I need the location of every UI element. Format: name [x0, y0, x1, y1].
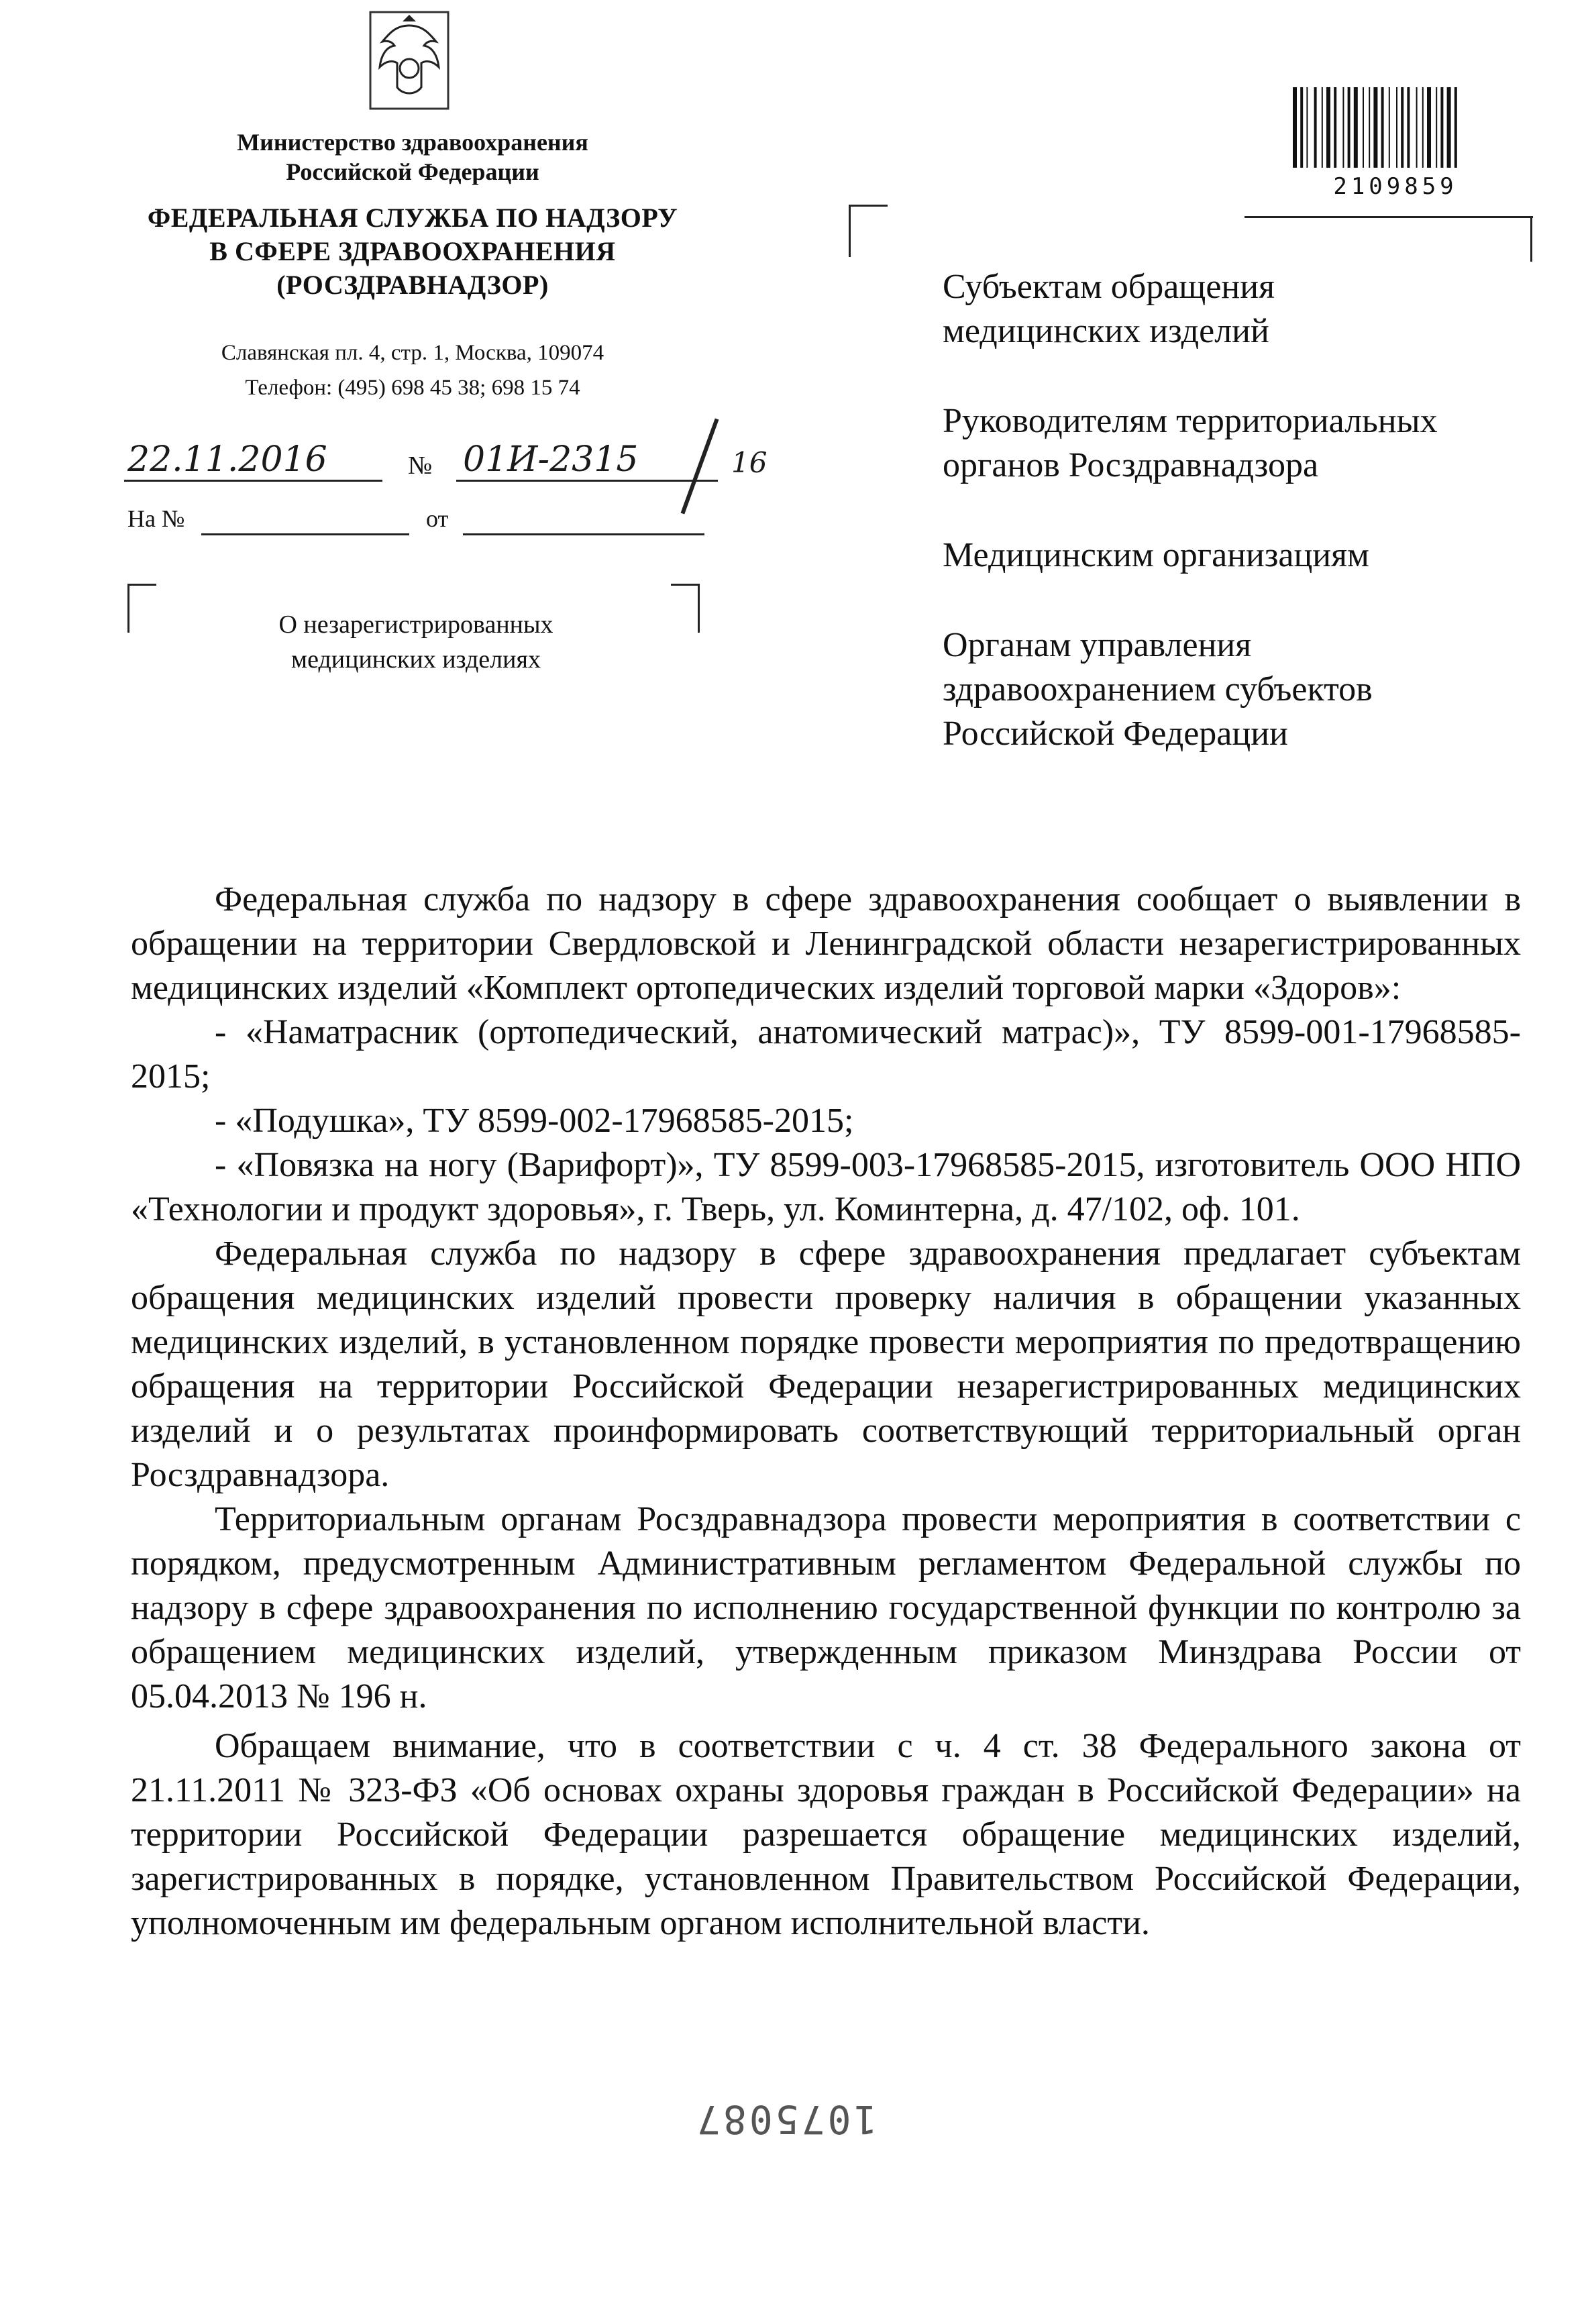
- recipient-line: медицинских изделий: [943, 312, 1269, 350]
- date-underline: [124, 480, 382, 482]
- address: Славянская пл. 4, стр. 1, Москва, 109074: [221, 341, 604, 365]
- reply-date-label: от: [426, 505, 449, 532]
- recipient-line: здравоохранением субъектов: [943, 670, 1373, 708]
- barcode-bar: [1373, 87, 1377, 168]
- list-item-1: - «Наматрасник (ортопедический, анатомический матрас)», ТУ 8599-001-17968585-2015;: [131, 1013, 1521, 1096]
- barcode-bar: [1342, 87, 1344, 168]
- recipient-line: Российской Федерации: [943, 715, 1288, 753]
- barcode-bar: [1300, 87, 1303, 168]
- recipient-group: [943, 399, 1546, 488]
- barcode-bar: [1401, 87, 1404, 168]
- barcode-bar: [1389, 87, 1390, 168]
- recipient-group: [943, 265, 1546, 354]
- coat-of-arms-icon: [356, 7, 463, 114]
- paragraph-4: Обращаем внимание, что в соответствии с ч. 4 ст. 38 Федерального закона от 21.11.2011 № 323-ФЗ «Об основах охраны здоровья граждан в Российской Федерации» на территории Российской Федерации разрешается обращение медицинских изделий, зарегистрированных в порядке, установленном Правительством Российской Федерации, уполномоченным им федеральным органом исполнительной власти.: [131, 1727, 1521, 1942]
- barcode-bar: [1348, 87, 1351, 168]
- barcode-bar: [1293, 87, 1297, 168]
- ministry-name: [151, 127, 674, 187]
- reply-date-line: [463, 533, 704, 535]
- recipient-line: Медицинским организациям: [943, 536, 1369, 574]
- recipients: [943, 265, 1546, 802]
- barcode-bar: [1363, 87, 1364, 168]
- barcode-bar: [1369, 87, 1370, 168]
- service-name: [84, 201, 741, 302]
- letter-body: [131, 878, 1521, 1946]
- reply-number-label: На №: [127, 505, 185, 532]
- document-number-suffix: 16: [731, 446, 767, 479]
- number-underline: [456, 480, 718, 482]
- recipient-bracket: [849, 205, 888, 257]
- ministry-line2: Российской Федерации: [286, 158, 539, 185]
- registration-stamp: 1075087: [694, 2097, 878, 2142]
- barcode-bar: [1436, 87, 1437, 168]
- paragraph-2: Федеральная служба по надзору в сфере здравоохранения предлагает субъектам обращения медицинских изделий провести проверку наличия в обращении указанных медицинских изделий, в установленном порядке провести мероприятия по предотвращению обращения на территории Российской Федерации незарегистрированных медицинских изделий и о результатах проинформировать соответствующий территориальный орган Росздравнадзора.: [131, 1234, 1521, 1494]
- service-line1: ФЕДЕРАЛЬНАЯ СЛУЖБА ПО НАДЗОРУ: [147, 203, 678, 233]
- ministry-line1: Министерство здравоохранения: [237, 129, 588, 156]
- subject-line2: медицинских изделиях: [291, 645, 541, 674]
- list-item-2: - «Подушка», ТУ 8599-002-17968585-2015;: [215, 1102, 854, 1140]
- barcode-bar: [1447, 87, 1451, 168]
- barcode-bar: [1416, 87, 1418, 168]
- reply-number-line: [201, 533, 409, 535]
- recipient-line: Руководителям территориальных: [943, 402, 1438, 440]
- barcode-rule: [1245, 216, 1533, 218]
- barcode-bar: [1354, 87, 1358, 168]
- barcode-bar: [1396, 87, 1397, 168]
- subject-bracket-right: [671, 584, 700, 633]
- service-line3: (РОСЗДРАВНАДЗОР): [276, 270, 549, 300]
- subject: [208, 607, 624, 677]
- barcode: [1291, 87, 1499, 178]
- number-slash: [681, 418, 719, 514]
- subject-line1: О незарегистрированных: [278, 611, 553, 639]
- barcode-bar: [1326, 87, 1330, 168]
- barcode-bar: [1334, 87, 1336, 168]
- paragraph-3: Территориальным органам Росздравнадзора провести мероприятия в соответствии с порядком, предусмотренным Административным регламентом Федеральной службы по надзору в сфере здравоохранения по исполнению государственной функции по контролю за обращением медицинских изделий, утвержденным приказом Минздрава России от 05.04.2013 № 196 н.: [131, 1500, 1521, 1715]
- document-number: 01И-2315: [463, 439, 639, 480]
- barcode-bar: [1427, 87, 1431, 168]
- barcode-bar: [1322, 87, 1323, 168]
- barcode-bar: [1306, 87, 1308, 168]
- recipient-line: органов Росздравнадзора: [943, 446, 1319, 484]
- recipient-group: [943, 533, 1546, 578]
- paragraph-1: Федеральная служба по надзору в сфере здравоохранения сообщает о выявлении в обращении на территории Свердловской и Ленинградской области незарегистрированных медицинских изделий «Комплект ортопедических изделий торговой марки «Здоров»:: [131, 880, 1521, 1007]
- document-date: 22.11.2016: [127, 439, 327, 480]
- barcode-number: 2109859: [1333, 173, 1458, 200]
- recipient-line: Субъектам обращения: [943, 268, 1275, 306]
- barcode-bar: [1314, 87, 1317, 168]
- service-line2: В СФЕРЕ ЗДРАВООХРАНЕНИЯ: [209, 236, 616, 266]
- barcode-tick: [1530, 216, 1532, 262]
- subject-bracket-left: [127, 584, 156, 633]
- barcode-bar: [1381, 87, 1384, 168]
- barcode-bar: [1454, 87, 1457, 168]
- address-block: [121, 335, 704, 405]
- barcode-bar: [1422, 87, 1424, 168]
- barcode-bar: [1440, 87, 1443, 168]
- barcode-bar: [1407, 87, 1410, 168]
- recipient-line: Органам управления: [943, 626, 1252, 664]
- number-sign: №: [408, 452, 433, 480]
- recipient-group: [943, 623, 1546, 756]
- list-item-3: - «Повязка на ногу (Варифорт)», ТУ 8599-003-17968585-2015, изготовитель ООО НПО «Технологии и продукт здоровья», г. Тверь, ул. Коминтерна, д. 47/102, оф. 101.: [131, 1146, 1521, 1228]
- phone: Телефон: (495) 698 45 38; 698 15 74: [245, 376, 580, 400]
